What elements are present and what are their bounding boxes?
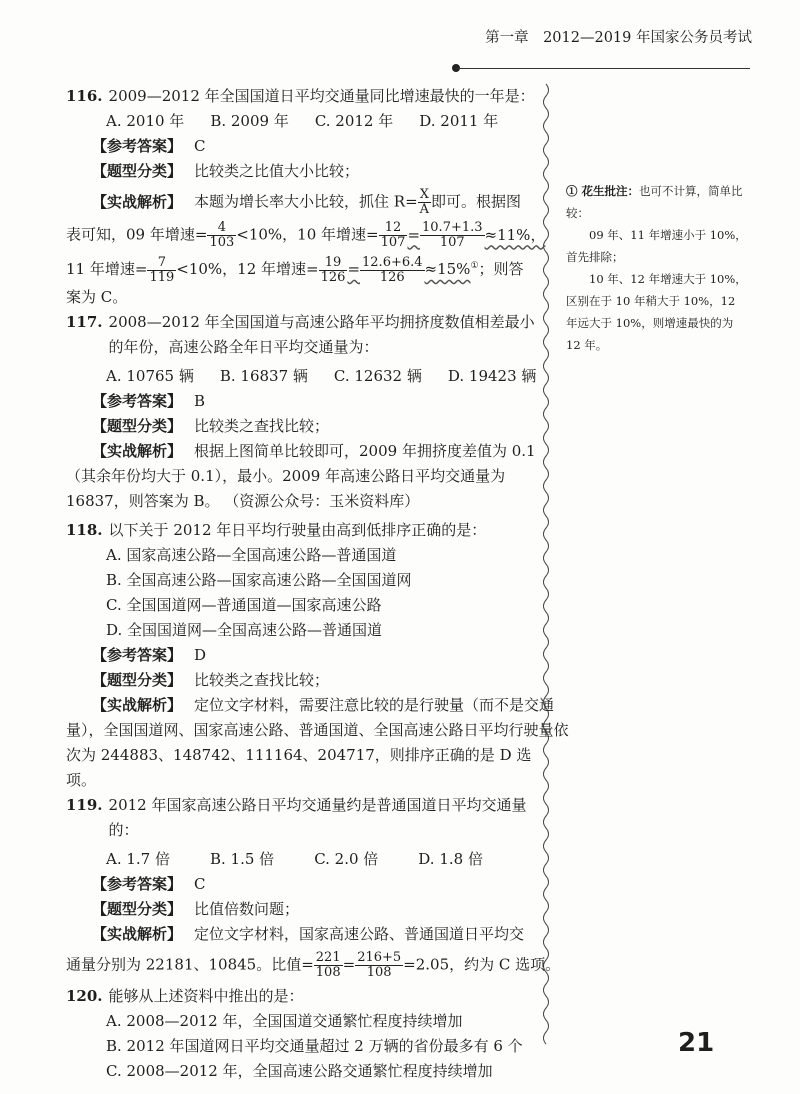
header-rule [456,68,750,69]
fraction: $\frac{19}{126}$ [320,254,346,285]
analysis-line-1: 【实战解析】 定位文字材料，需要注意比较的是行驶量（而不是交通 [92,695,555,714]
category-value: 比值倍数问题； [194,899,300,918]
page-number: 21 [678,1028,715,1058]
analysis-line-1: 【实战解析】 定位文字材料，国家高速公路、普通国道日平均交 [92,924,525,943]
category-value: 比较类之查找比较； [194,416,330,435]
question-number: 117. [66,312,103,331]
fraction-x-over-a: $\frac{X}{A}$ [419,187,430,217]
option-b: B. 2009 年 [210,112,289,130]
question-116 [66,84,546,310]
answer-line: 【参考答案】 B [92,391,206,410]
question-stem: 2012 年国家高速公路日平均交通量约是普通国道日平均交通量的： [108,795,527,839]
fraction: $\frac{4}{103}$ [209,220,235,250]
analysis-line-2: 量），全国国道网、国家高速公路、普通国道、全国高速公路日平均行驶量依 [66,720,569,739]
question-119 [66,793,561,980]
option-b: B. 2012 年国道网日平均交通量超过 2 万辆的省份最多有 6 个 [106,1036,523,1055]
options [66,364,538,389]
option-a: A. 10765 辆 [106,366,194,385]
analysis-line-2: 表可知，09 年增速= $\frac{4}{103}$ <10%，10 年增速= $\frac{12}{107}$ = $\frac{10.7+1.3}{107}$ ≈11%， [66,220,546,250]
option-a: A. 2008—2012 年，全国国道交通繁忙程度持续增加 [106,1011,463,1030]
analysis-line-3: 11 年增速= $\frac{7}{119}$ <10%，12 年增速= $\frac{19}{126}$ = $\frac{12.6+6.4}{126}$ ≈15%①；则答 [66,254,524,285]
option-c: C. 12632 辆 [333,366,422,385]
fraction: $\frac{12}{107}$ [380,220,406,250]
answer-line: 【参考答案】 C [92,874,206,893]
question-number: 116. [66,87,103,105]
margin-note-line-2: 09 年、11 年增速小于 10%，首先排除； [566,228,747,264]
category-line: 【题型分类】 比较类之查找比较； [92,670,330,689]
option-b: B. 16837 辆 [219,366,308,385]
option-a: A. 国家高速公路—全国高速公路—普通国道 [106,545,397,564]
option-b: B. 1.5 倍 [210,849,275,868]
option-d: D. 全国国道网—全国高速公路—普通国道 [106,620,383,639]
margin-note-title: ① 花生批注： [566,184,640,198]
analysis-line-1: 【实战解析】 根据上图简单比较即可，2009 年拥挤度差值为 0.1 [92,441,536,460]
option-b: B. 全国高速公路—国家高速公路—全国国道网 [106,570,412,589]
footnote-mark: ① [470,261,479,271]
option-c: C. 2008—2012 年，全国高速公路交通繁忙程度持续增加 [106,1061,493,1080]
options [66,847,538,872]
analysis-line-3: 次为 244883、148742、111164、204717，则排序正确的是 D 选项。 [66,745,532,789]
answer-line: 【参考答案】 C [92,137,206,155]
answer-value: C [194,137,206,155]
question-stem: 2008—2012 年全国国道与高速公路年平均拥挤度数值相差最小的年份，高速公路全年日平均交通量为： [108,312,535,356]
main-column [66,84,569,1080]
option-d: D. 1.8 倍 [418,849,483,868]
analysis-line-4: 案为 C。 [66,287,128,306]
option-c: C. 2.0 倍 [314,849,379,868]
fraction: $\frac{12.6+6.4}{126}$ [362,254,423,285]
fraction: $\frac{216+5}{108}$ [357,949,402,980]
running-header: 第一章 2012—2019 年国家公务员考试 [485,30,752,46]
option-d: D. 19423 辆 [447,366,537,385]
category-line: 【题型分类】 比较类之查找比较； [92,416,330,435]
category-value: 比较类之查找比较； [194,670,330,689]
category-line: 【题型分类】 比较类之比值大小比较； [92,162,360,180]
fraction: $\frac{7}{119}$ [149,254,175,285]
question-number: 120. [66,986,103,1005]
margin-note-line-3: 10 年、12 年增速大于 10%，区别在于 10 年稍大于 10%，12 年远大于 10%，则增速最快的为 12 年。 [566,272,747,352]
category-line: 【题型分类】 比值倍数问题； [92,899,300,918]
question-stem: 能够从上述资料中推出的是： [108,986,304,1005]
option-a: A. 1.7 倍 [106,849,170,868]
question-118 [66,518,569,793]
option-d: D. 2011 年 [419,112,499,130]
options [66,109,538,134]
answer-value: B [194,391,206,410]
category-value: 比较类之比值大小比较； [194,162,360,180]
analysis-line-2: 通量分别为 22181、10845。比值= $\frac{221}{108}$ = $\frac{216+5}{108}$ =2.05，约为 C 选项。 [66,949,561,980]
margin-note [566,180,750,356]
question-117 [66,310,538,514]
margin-note-line-1: 也可不计算，简单比较： [566,184,743,220]
fraction: $\frac{10.7+1.3}{107}$ [422,220,483,250]
answer-value: C [194,874,206,893]
fraction: $\frac{221}{108}$ [315,949,341,980]
question-120 [66,984,538,1084]
option-c: C. 2012 年 [314,112,394,130]
analysis-line-1: 【实战解析】 本题为增长率大小比较，抓住 R= $\frac{X}{A}$ 即可。根据图 [92,187,522,217]
analysis-line-3: 16837，则答案为 B。 （资源公众号：玉米资料库） [66,491,420,510]
analysis-line-2: （其余年份均大于 0.1），最小。2009 年高速公路日平均交通量为 [66,466,506,485]
option-a: A. 2010 年 [106,112,185,130]
question-stem: 2009—2012 年全国国道日平均交通量同比增速最快的一年是： [108,87,535,105]
option-c: C. 全国国道网—普通国道—国家高速公路 [106,595,382,614]
question-stem: 以下关于 2012 年日平均行驶量由高到低排序正确的是： [108,520,487,539]
answer-value: D [194,645,207,664]
watermark-note: （资源公众号：玉米资料库） [224,491,420,510]
question-number: 118. [66,520,103,539]
answer-line: 【参考答案】 D [92,645,207,664]
question-number: 119. [66,795,103,814]
